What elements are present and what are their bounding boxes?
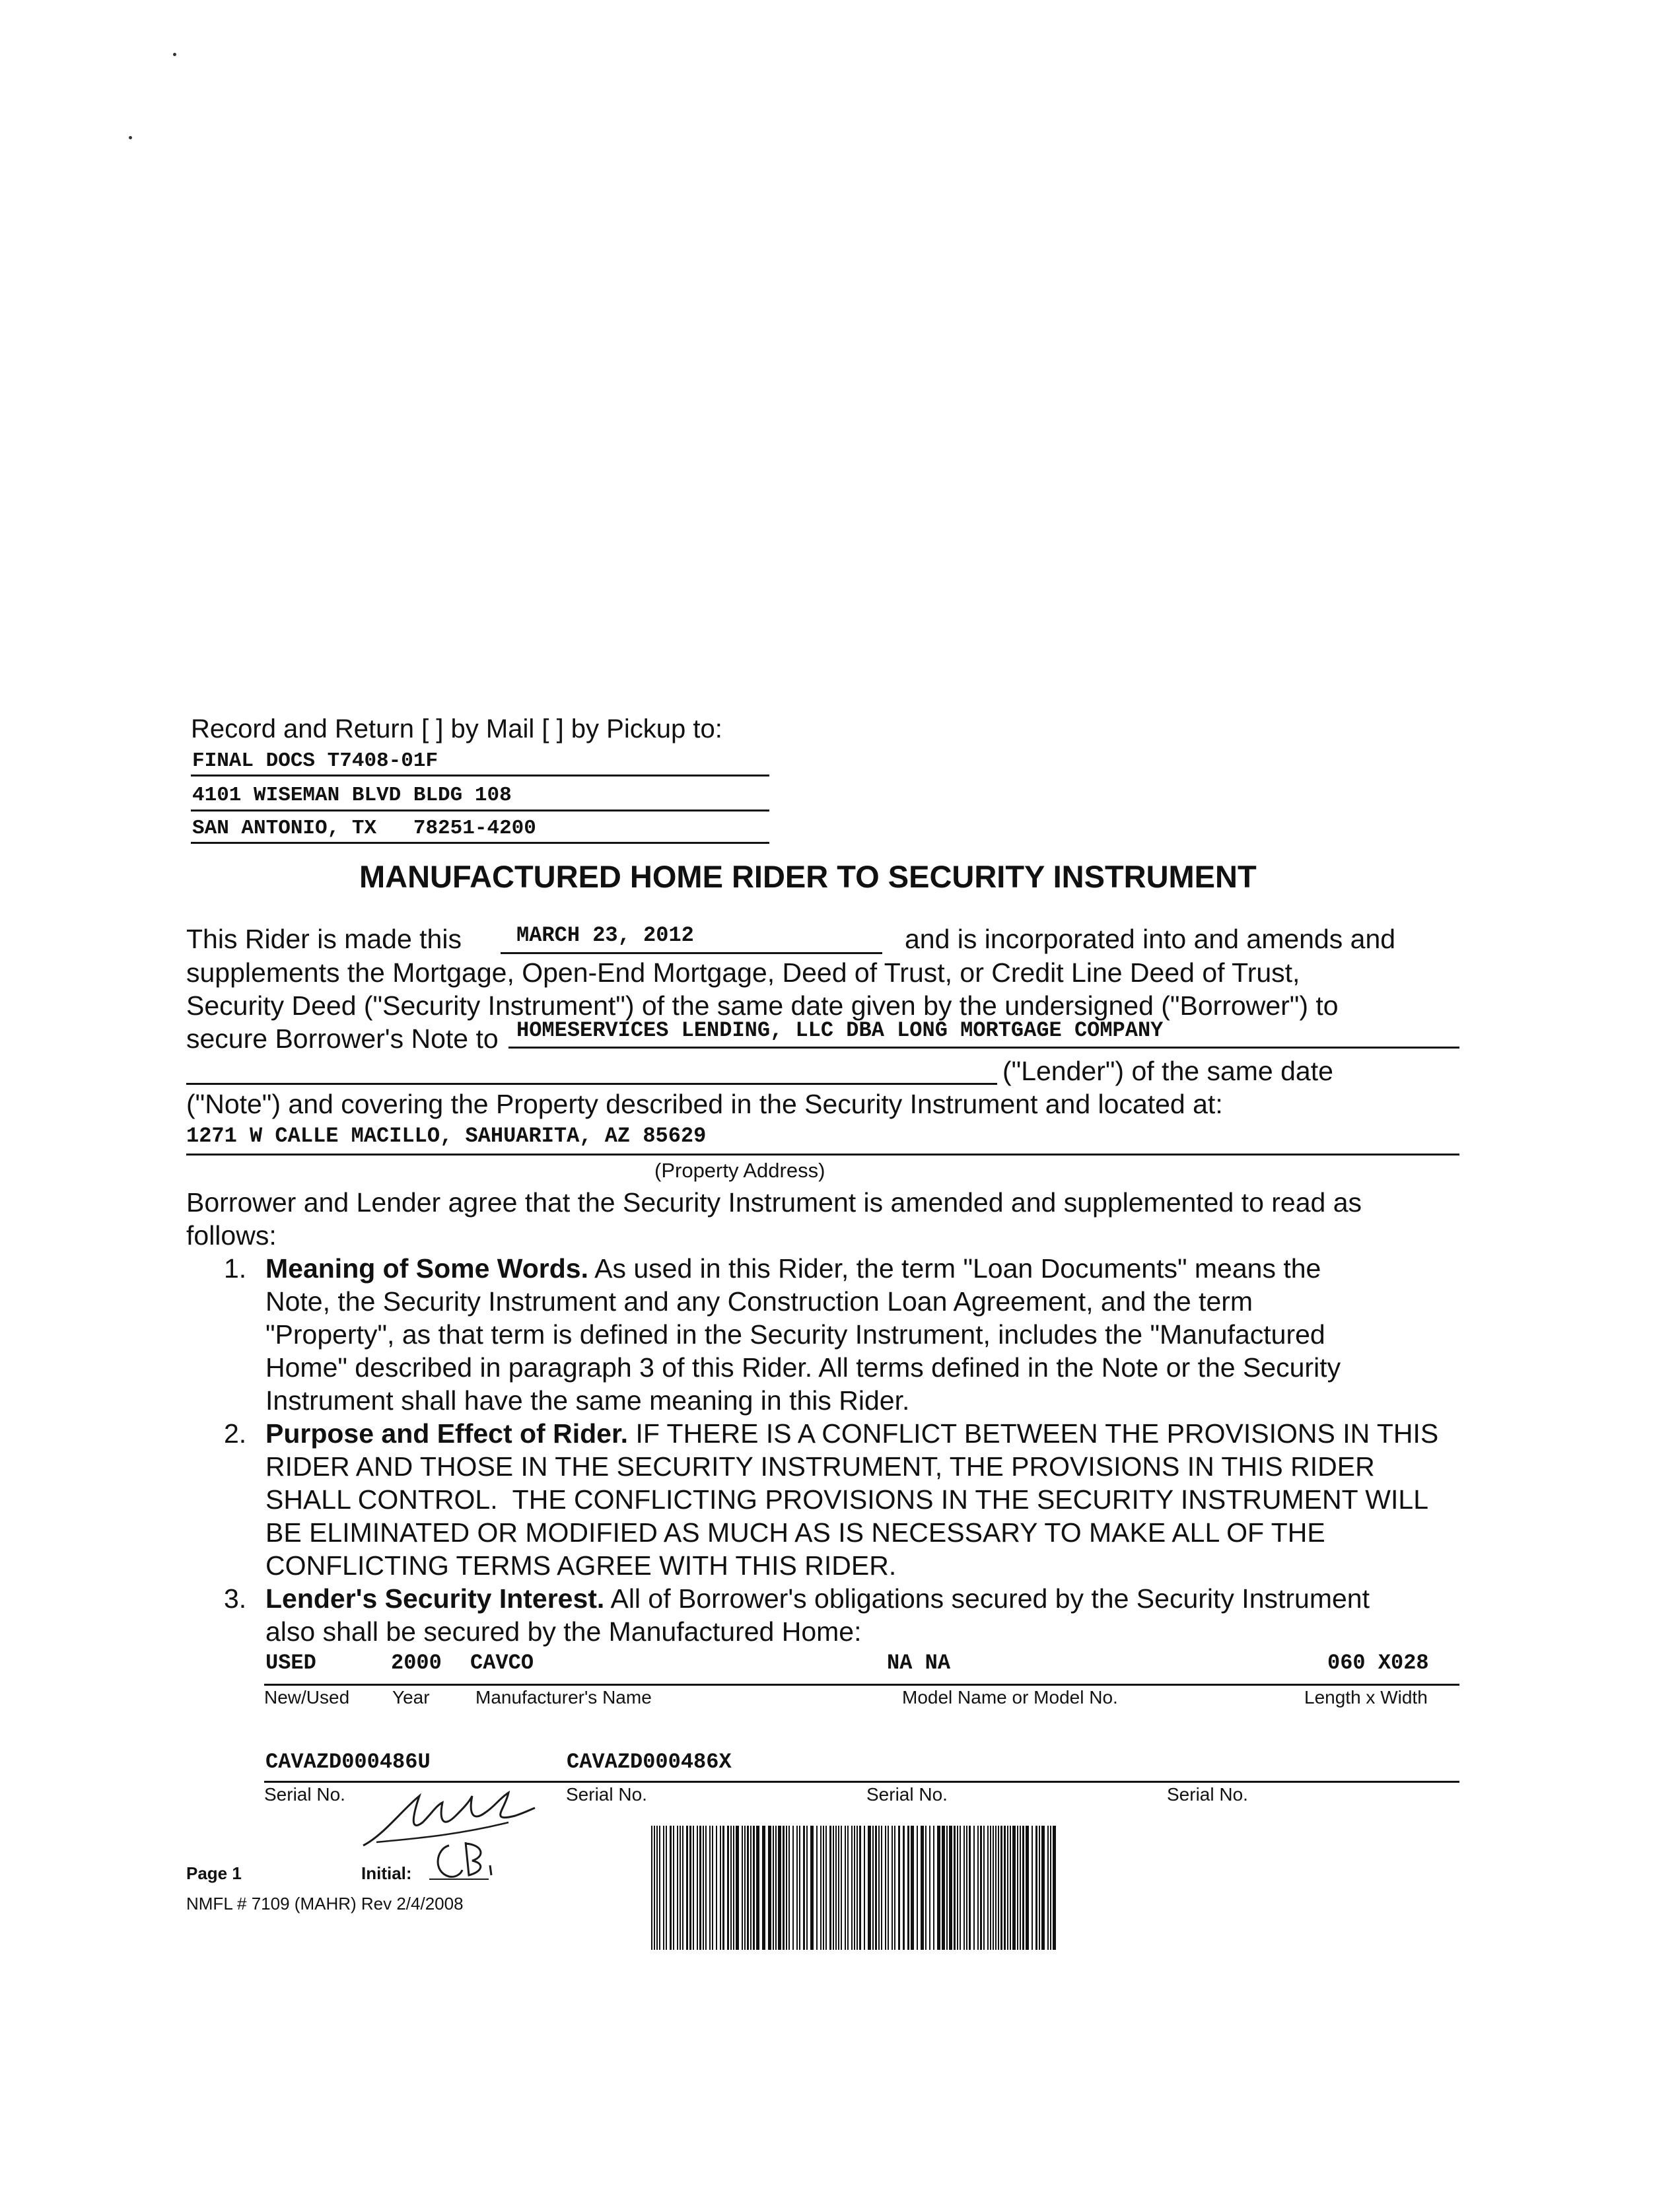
barcode-bar [686,1826,688,1950]
lender-rule-2 [186,1083,997,1085]
barcode-bar [875,1826,877,1950]
barcode-bar [756,1826,759,1950]
barcode-bar [894,1826,895,1950]
barcode-bar [829,1826,831,1950]
barcode-bar [907,1826,909,1950]
para-1-number: 1. [224,1253,247,1284]
barcode-bar [806,1826,808,1950]
scan-mark [129,136,132,139]
serial-label-3: Serial No. [866,1784,948,1805]
barcode-bar [857,1826,858,1950]
barcode-bar [998,1826,999,1950]
serial-label-2: Serial No. [566,1784,647,1805]
page-number: Page 1 [186,1863,242,1883]
para-1-line-2: Note, the Security Instrument and any Construction Loan Agreement, and the term [265,1286,1253,1317]
barcode-bar [747,1826,749,1950]
barcode-bar [903,1826,905,1950]
return-heading: Record and Return [ ] by Mail [ ] by Pickup to: [191,714,722,743]
barcode-bar [983,1826,985,1950]
barcode-bar [823,1826,824,1950]
barcode-bar [730,1826,732,1950]
barcode-bar [892,1826,893,1950]
barcode-bar [990,1826,991,1950]
barcode-bar [835,1826,837,1950]
para-3-line-1 [265,1582,1370,1616]
barcode-bar [677,1826,678,1950]
barcode-bar [742,1826,743,1950]
barcode-bar [1041,1826,1045,1950]
initial-label: Initial: [361,1863,412,1883]
barcode-bar [778,1826,781,1950]
barcode-bar [786,1826,787,1950]
barcode-bar [693,1826,694,1950]
barcode-bar [1032,1826,1033,1950]
barcode-bar [768,1826,771,1950]
barcode-bar [864,1826,865,1950]
barcode-bar [666,1826,667,1950]
para-1-text: As used in this Rider, the term "Loan Documents" means the [594,1253,1321,1284]
return-rule [191,842,769,844]
barcode-bar [1053,1826,1056,1950]
barcode-bar [803,1826,805,1950]
barcode-bar [845,1826,846,1950]
form-number: NMFL # 7109 (MAHR) Rev 2/4/2008 [186,1894,464,1914]
barcode-bar [872,1826,874,1950]
return-rule [191,775,769,776]
para-2-number: 2. [224,1418,247,1449]
barcode-bar [753,1826,755,1950]
barcode-bar [733,1826,734,1950]
barcode-bar [977,1826,979,1950]
barcode-bar [942,1826,945,1950]
barcode-bar [656,1826,658,1950]
para-3-text: All of Borrower's obligations secured by the Security Instrument [610,1583,1370,1614]
barcode-bar [682,1826,683,1950]
lender-rule [508,1047,1459,1049]
barcode-bar [833,1826,834,1950]
barcode-bar [946,1826,948,1950]
intro-line-6: ("Note") and covering the Property described in the Security Instrument and located at: [186,1089,1223,1119]
barcode-bar [851,1826,853,1950]
rider-date: MARCH 23, 2012 [516,923,694,948]
barcode-bar [663,1826,664,1950]
barcode-bar [993,1826,994,1950]
barcode-bar [699,1826,701,1950]
serial-label-4: Serial No. [1167,1784,1248,1805]
barcode-bar [1039,1826,1040,1950]
barcode-bar [670,1826,672,1950]
barcode [651,1826,1058,1950]
barcode-bar [1007,1826,1008,1950]
barcode-bar [1022,1826,1024,1950]
barcode-bar [838,1826,839,1950]
barcode-bar [1020,1826,1021,1950]
barcode-bar [963,1826,965,1950]
barcode-bar [898,1826,900,1950]
barcode-bar [957,1826,958,1950]
intro-line-2: supplements the Mortgage, Open-End Mortgage, Deed of Trust, or Credit Line Deed of Trust, [186,957,1300,988]
para-2-line-2: RIDER AND THOSE IN THE SECURITY INSTRUMENT, THE PROVISIONS IN THIS RIDER [265,1451,1375,1482]
barcode-bar [995,1826,997,1950]
para-1-heading: Meaning of Some Words. [265,1253,588,1284]
label-year: Year [392,1687,430,1708]
barcode-bar [799,1826,800,1950]
return-line-2: 4101 WISEMAN BLVD BLDG 108 [192,784,512,807]
barcode-bar [847,1826,849,1950]
property-rule [186,1154,1459,1156]
para-1-line-5: Instrument shall have the same meaning in this Rider. [265,1385,910,1416]
barcode-bar [960,1826,961,1950]
para-1-line-4: Home" described in paragraph 3 of this Rider. All terms defined in the Note or the Security [265,1352,1341,1383]
intro-line-8: follows: [186,1220,277,1251]
barcode-bar [720,1826,721,1950]
barcode-bar [878,1826,880,1950]
barcode-bar [1047,1826,1049,1950]
label-new-used: New/Used [264,1687,350,1708]
date-rule [501,952,882,954]
intro-lender-suffix: ("Lender") of the same date [1002,1056,1333,1086]
barcode-bar [917,1826,918,1950]
barcode-bar [933,1826,934,1950]
barcode-bar [1012,1826,1016,1950]
initials-signature [429,1836,502,1888]
para-2-line-3: SHALL CONTROL. THE CONFLICTING PROVISIONS IN THE SECURITY INSTRUMENT WILL [265,1484,1428,1515]
barcode-bar [659,1826,660,1950]
barcode-bar [929,1826,930,1950]
label-size: Length x Width [1304,1687,1428,1708]
barcode-bar [736,1826,739,1950]
barcode-bar [673,1826,674,1950]
para-3-heading: Lender's Security Interest. [265,1583,605,1614]
barcode-bar [888,1826,889,1950]
serial-1: CAVAZD000486U [265,1750,431,1774]
barcode-bar [859,1826,861,1950]
barcode-bar [703,1826,704,1950]
barcode-bar [1026,1826,1029,1950]
home-size: 060 X028 [1327,1651,1429,1675]
barcode-bar [885,1826,886,1950]
barcode-bar [709,1826,711,1950]
serial-label-1: Serial No. [264,1784,345,1805]
intro-after-date: and is incorporated into and amends and [905,924,1396,954]
barcode-bar [816,1826,818,1950]
para-1-line-1 [265,1252,1321,1286]
para-2-line-5: CONFLICTING TERMS AGREE WITH THIS RIDER. [265,1550,897,1581]
barcode-bar [810,1826,814,1950]
barcode-bar [987,1826,989,1950]
barcode-bar [854,1826,855,1950]
barcode-bar [796,1826,798,1950]
barcode-bar [1035,1826,1037,1950]
barcode-bar [937,1826,940,1950]
barcode-bar [949,1826,952,1950]
lender-name: HOMESERVICES LENDING, LLC DBA LONG MORTGAGE COMPANY [516,1018,1164,1043]
serial-2: CAVAZD000486X [567,1750,732,1774]
home-year: 2000 [391,1651,442,1675]
barcode-bar [762,1826,765,1950]
para-3-number: 3. [224,1583,247,1614]
barcode-bar [744,1826,746,1950]
barcode-bar [1050,1826,1051,1950]
barcode-bar [1004,1826,1006,1950]
para-2-heading: Purpose and Effect of Rider. [265,1418,629,1449]
barcode-bar [925,1826,927,1950]
barcode-bar [689,1826,691,1950]
property-address: 1271 W CALLE MACILLO, SAHUARITA, AZ 85629 [186,1124,707,1148]
barcode-bar [716,1826,717,1950]
barcode-bar [881,1826,882,1950]
return-rule [191,810,769,811]
barcode-bar [841,1826,842,1950]
barcode-bar [727,1826,729,1950]
intro-this-rider: This Rider is made this [186,924,462,954]
intro-line-7: Borrower and Lender agree that the Security Instrument is amended and supplemented to read as [186,1187,1362,1218]
barcode-bar [697,1826,698,1950]
label-model: Model Name or Model No. [902,1687,1118,1708]
barcode-bar [680,1826,681,1950]
barcode-bar [1017,1826,1018,1950]
home-manufacturer: CAVCO [470,1651,534,1675]
barcode-bar [783,1826,785,1950]
barcode-bar [954,1826,956,1950]
para-2-text: IF THERE IS A CONFLICT BETWEEN THE PROVISIONS IN THIS [635,1418,1439,1449]
scan-mark [173,53,176,56]
barcode-bar [712,1826,713,1950]
barcode-bar [651,1826,652,1950]
barcode-bar [1010,1826,1011,1950]
document-title: MANUFACTURED HOME RIDER TO SECURITY INSTRUMENT [359,859,1257,894]
para-2-line-4: BE ELIMINATED OR MODIFIED AS MUCH AS IS NECESSARY TO MAKE ALL OF THE [265,1517,1325,1548]
barcode-bar [722,1826,724,1950]
barcode-bar [705,1826,707,1950]
barcode-bar [911,1826,914,1950]
barcode-bar [820,1826,822,1950]
barcode-bar [966,1826,967,1950]
barcode-bar [868,1826,871,1950]
barcode-bar [973,1826,975,1950]
barcode-bar [750,1826,752,1950]
barcode-bar [1000,1826,1002,1950]
intro-line-3: Security Deed ("Security Instrument") of the same date given by the undersigned ("Borrower") to [186,990,1339,1021]
home-model: NA NA [887,1651,951,1675]
barcode-bar [921,1826,924,1950]
label-manufacturer: Manufacturer's Name [475,1687,652,1708]
intro-line-4: secure Borrower's Note to [186,1023,499,1054]
return-line-1: FINAL DOCS T7408-01F [192,749,438,773]
barcode-bar [980,1826,982,1950]
return-line-3: SAN ANTONIO, TX 78251-4200 [192,817,536,840]
barcode-bar [654,1826,655,1950]
para-2-line-1 [265,1417,1438,1451]
barcode-bar [969,1826,971,1950]
para-3-line-2: also shall be secured by the Manufactured Home: [265,1616,862,1647]
barcode-bar [773,1826,774,1950]
para-1-line-3: "Property", as that term is defined in the Security Instrument, includes the "Manufactured [265,1319,1325,1350]
barcode-bar [775,1826,777,1950]
barcode-bar [825,1826,827,1950]
property-caption: (Property Address) [654,1159,825,1182]
home-new-used: USED [265,1651,316,1675]
barcode-bar [792,1826,794,1950]
home-rule [264,1684,1459,1686]
barcode-bar [788,1826,790,1950]
